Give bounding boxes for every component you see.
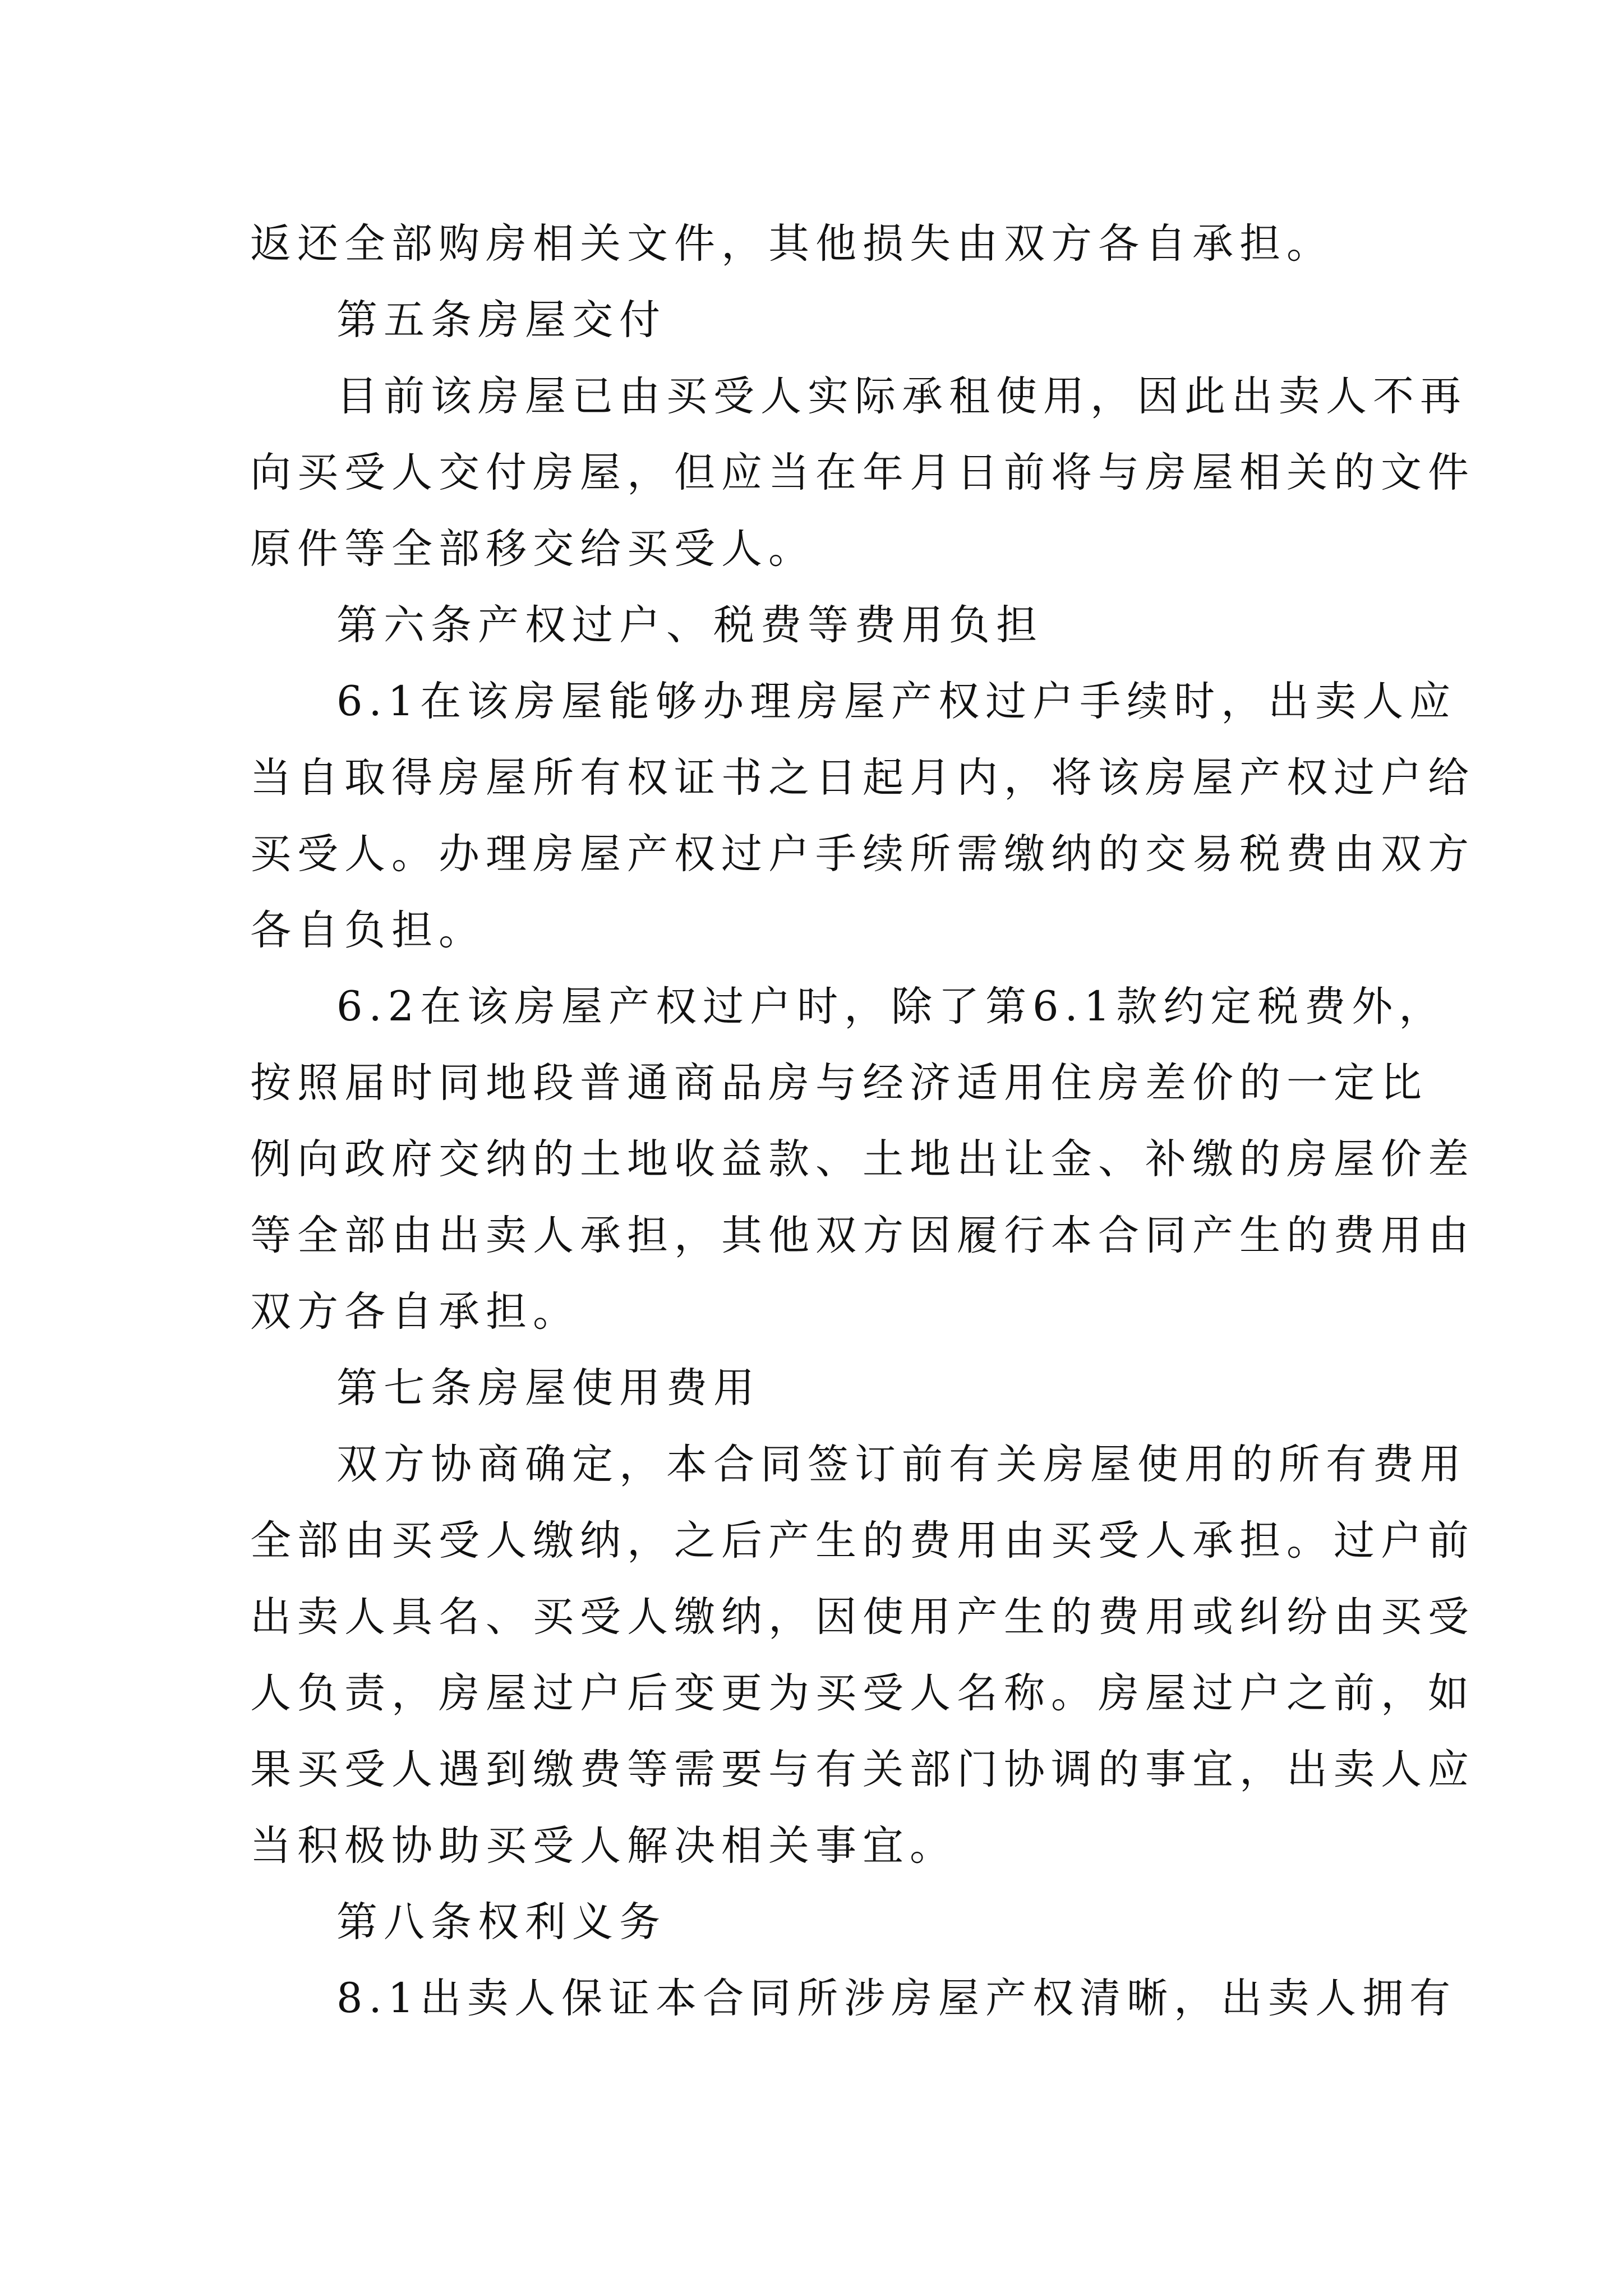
text-line: 全部由买受人缴纳，之后产生的费用由买受人承担。过户前	[250, 1517, 1475, 1565]
section-heading: 第八条权利义务	[336, 1898, 666, 1946]
text-line: 双方各自承担。	[250, 1288, 580, 1336]
section-heading: 第五条房屋交付	[336, 296, 666, 344]
text-line: 当自取得房屋所有权证书之日起月内，将该房屋产权过户给	[250, 754, 1475, 802]
text-line: 返还全部购房相关文件，其他损失由双方各自承担。	[250, 220, 1334, 268]
section-heading: 第七条房屋使用费用	[336, 1364, 760, 1412]
text-line: 6.2在该房屋产权过户时，除了第6.1款约定税费外，	[336, 983, 1446, 1030]
text-line: 原件等全部移交给买受人。	[250, 525, 815, 573]
text-line: 6.1在该房屋能够办理房屋产权过户手续时，出卖人应	[336, 678, 1457, 725]
text-line: 各自负担。	[250, 907, 486, 954]
text-line: 目前该房屋已由买受人实际承租使用，因此出卖人不再	[336, 372, 1467, 420]
section-heading: 第六条产权过户、税费等费用负担	[336, 601, 1043, 649]
text-line: 出卖人具名、买受人缴纳，因使用产生的费用或纠纷由买受	[250, 1593, 1475, 1641]
text-line: 人负责，房屋过户后变更为买受人名称。房屋过户之前，如	[250, 1669, 1475, 1717]
text-line: 例向政府交纳的土地收益款、土地出让金、补缴的房屋价差	[250, 1135, 1475, 1183]
text-line: 买受人。办理房屋产权过户手续所需缴纳的交易税费由双方	[250, 830, 1475, 878]
text-line: 8.1出卖人保证本合同所涉房屋产权清晰，出卖人拥有	[336, 1975, 1457, 2022]
text-line: 双方协商确定，本合同签订前有关房屋使用的所有费用	[336, 1441, 1467, 1488]
text-line: 按照届时同地段普通商品房与经济适用住房差价的一定比	[250, 1059, 1428, 1107]
text-line: 当积极协助买受人解决相关事宜。	[250, 1822, 957, 1870]
text-line: 果买受人遇到缴费等需要与有关部门协调的事宜，出卖人应	[250, 1746, 1475, 1793]
text-line: 向买受人交付房屋，但应当在年月日前将与房屋相关的文件	[250, 449, 1475, 496]
text-line: 等全部由出卖人承担，其他双方因履行本合同产生的费用由	[250, 1212, 1475, 1259]
